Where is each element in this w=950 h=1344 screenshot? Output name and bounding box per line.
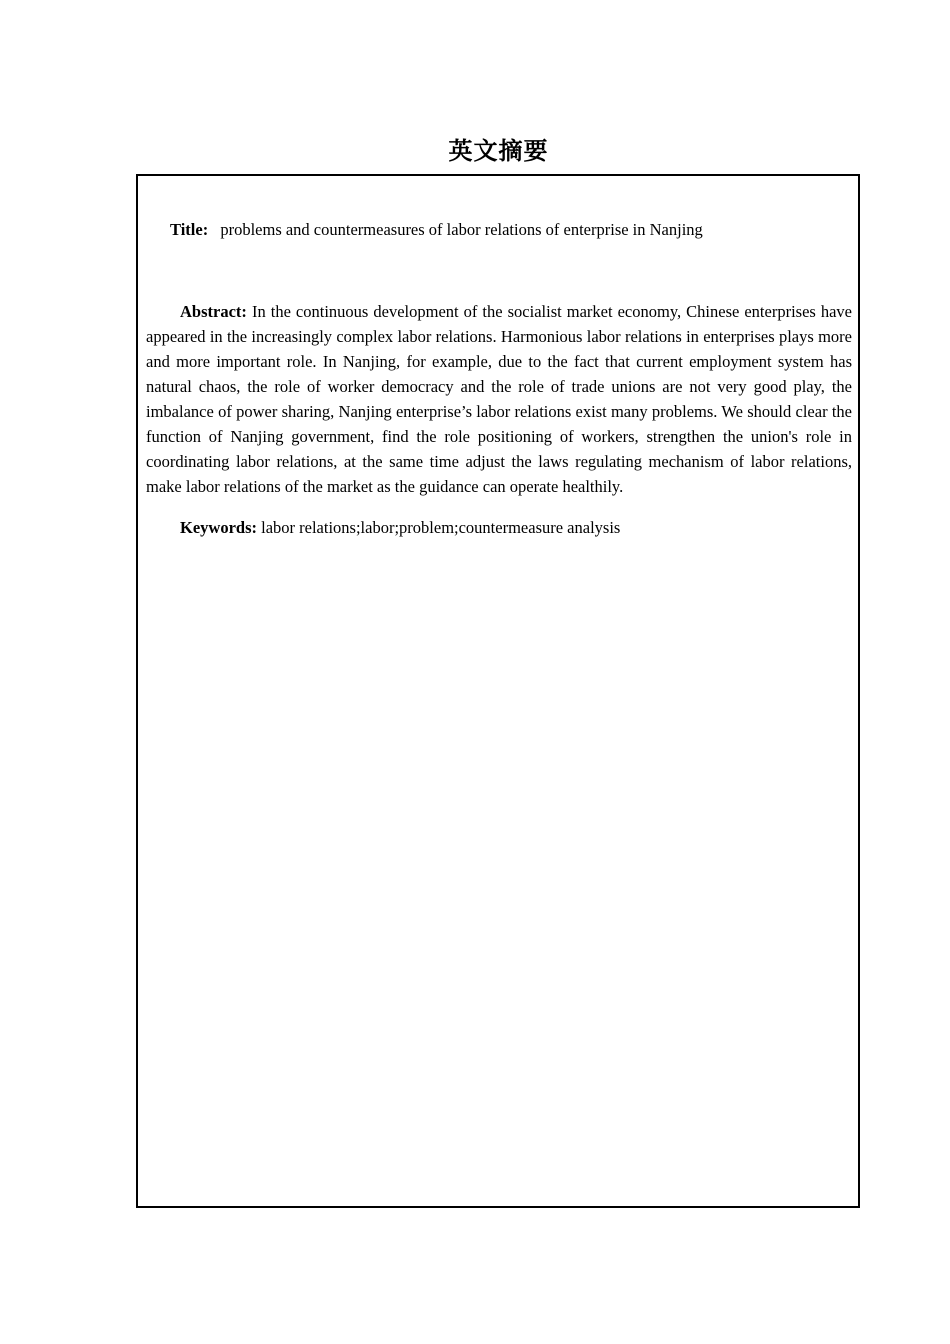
abstract-paragraph [146,299,852,499]
page-title: 英文摘要 [448,137,549,165]
thesis-title-line [170,219,703,241]
keywords-label: Keywords: [180,518,257,537]
title-label: Title: [170,220,209,239]
abstract-frame [136,174,860,1208]
keywords-text: labor relations;labor;problem;countermeasure analysis [261,518,621,537]
keywords-line [180,515,620,540]
abstract-text: In the continuous development of the socialist market economy, Chinese enterprises have appeared in the increasingly complex labor relations. Harmonious labor relations in enterprises plays more and more important role. In Nanjing, for example, due to the fact that current employment system has natural chaos, the role of worker democracy and the role of trade unions are not very good play, the imbalance of power sharing, Nanjing enterprise’s labor relations exist many problems. We should clear the function of Nanjing government, find the role positioning of workers, strengthen the union's role in coordinating labor relations, at the same time adjust the laws regulating mechanism of labor relations, make labor relations of the market as the guidance can operate healthily. [146,302,853,496]
title-text: problems and countermeasures of labor relations of enterprise in Nanjing [220,220,703,239]
abstract-label: Abstract: [180,302,247,321]
